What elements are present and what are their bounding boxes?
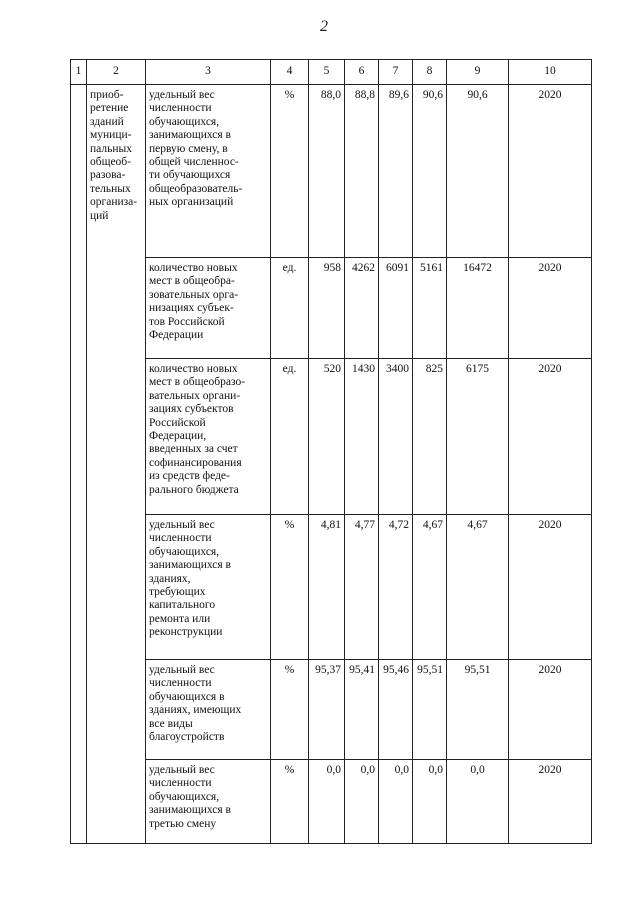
value-cell: 90,6 [413,85,447,258]
indicator-cell: удельный вес численности обучающихся в зданиях, имеющих все виды благоустройств [146,660,271,760]
value-cell: 0,0 [447,760,509,844]
value-cell: 3400 [379,359,413,515]
value-cell: 5161 [413,258,447,359]
unit-cell: % [271,85,309,258]
value-cell: 95,51 [447,660,509,760]
year-cell: 2020 [509,515,592,660]
unit-cell: % [271,515,309,660]
value-cell: 4,72 [379,515,413,660]
value-cell: 0,0 [309,760,345,844]
org-description-cell: приоб- ретение зданий муници- пальных общеоб- разова- тельных организа- ций [87,85,146,844]
indicator-cell: количество новых мест в общеобразо- вательных органи- зациях субъектов Российской Федерации, введенных за счет софинансирования из средств феде- рального бюджета [146,359,271,515]
page-number: 2 [320,18,328,35]
value-cell: 16472 [447,258,509,359]
unit-cell: % [271,760,309,844]
value-cell: 89,6 [379,85,413,258]
value-cell: 4,81 [309,515,345,660]
indicator-cell: количество новых мест в общеобра- зовательных орга- низациях субъек- тов Российской Федерации [146,258,271,359]
value-cell: 4,77 [345,515,379,660]
header-cell: 5 [309,60,345,85]
header-cell: 8 [413,60,447,85]
value-cell: 88,8 [345,85,379,258]
value-cell: 6175 [447,359,509,515]
value-cell: 6091 [379,258,413,359]
table-row [71,760,592,844]
indicators-table [70,59,592,844]
indicator-cell: удельный вес численности обучающихся, занимающихся в первую смену, в общей численнос- ти обучающихся общеобразователь- ных организаций [146,85,271,258]
value-cell: 0,0 [345,760,379,844]
value-cell: 0,0 [379,760,413,844]
unit-cell: ед. [271,359,309,515]
value-cell: 95,37 [309,660,345,760]
value-cell: 0,0 [413,760,447,844]
header-cell: 3 [146,60,271,85]
table-row [71,660,592,760]
table-header-row [71,60,592,85]
value-cell: 520 [309,359,345,515]
year-cell: 2020 [509,660,592,760]
year-cell: 2020 [509,359,592,515]
year-cell: 2020 [509,85,592,258]
table-row [71,515,592,660]
table-row [71,258,592,359]
row-index-cell [71,85,87,844]
table-row [71,85,592,258]
header-cell: 2 [87,60,146,85]
unit-cell: ед. [271,258,309,359]
header-cell: 6 [345,60,379,85]
year-cell: 2020 [509,760,592,844]
header-cell: 10 [509,60,592,85]
value-cell: 4262 [345,258,379,359]
value-cell: 90,6 [447,85,509,258]
indicator-cell: удельный вес численности обучающихся, занимающихся в третью смену [146,760,271,844]
year-cell: 2020 [509,258,592,359]
header-cell: 9 [447,60,509,85]
value-cell: 95,51 [413,660,447,760]
value-cell: 4,67 [413,515,447,660]
value-cell: 4,67 [447,515,509,660]
value-cell: 95,41 [345,660,379,760]
value-cell: 958 [309,258,345,359]
value-cell: 95,46 [379,660,413,760]
value-cell: 88,0 [309,85,345,258]
header-cell: 7 [379,60,413,85]
unit-cell: % [271,660,309,760]
header-cell: 1 [71,60,87,85]
header-cell: 4 [271,60,309,85]
table-row [71,359,592,515]
indicator-cell: удельный вес численности обучающихся, занимающихся в зданиях, требующих капитального ремонта или реконструкции [146,515,271,660]
value-cell: 825 [413,359,447,515]
value-cell: 1430 [345,359,379,515]
